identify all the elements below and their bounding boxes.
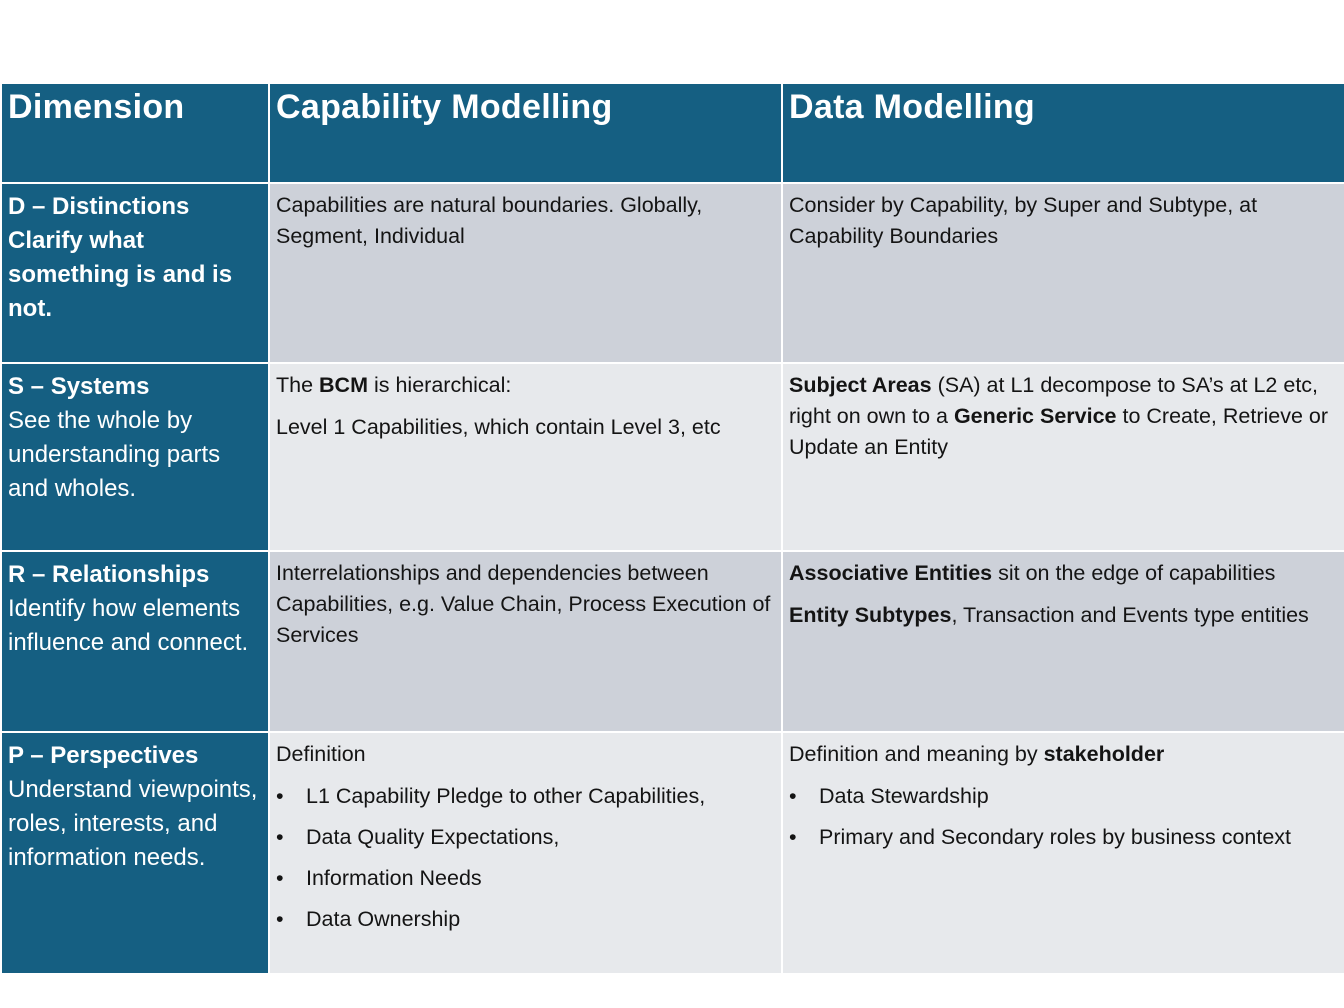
data-cell [782, 363, 1344, 551]
text-run: , Transaction and Events type entities [951, 603, 1309, 627]
table-row-perspectives [1, 732, 1344, 974]
comparison-table [0, 82, 1344, 975]
table-row-distinctions [1, 183, 1344, 363]
data-text [789, 558, 1338, 589]
dimension-title: D – Distinctions [8, 193, 190, 220]
data-bullet-list [789, 781, 1338, 852]
dimension-title: R – Relationships [8, 561, 210, 588]
dimension-description: Understand viewpoints, roles, interests, and information needs. [8, 776, 258, 871]
capability-text: Interrelationships and dependencies between Capabilities, e.g. Value Chain, Process Execution of Services [276, 561, 771, 647]
capability-cell [269, 732, 782, 974]
list-item: • Data Quality Expectations, [276, 822, 775, 852]
list-item: • Information Needs [276, 863, 775, 893]
bold-term: Associative Entities [789, 561, 993, 585]
capability-text [276, 370, 775, 401]
data-cell [782, 732, 1344, 974]
capability-cell [269, 551, 782, 732]
bold-term: BCM [319, 373, 368, 397]
bold-term: Entity Subtypes [789, 603, 952, 627]
list-item: • Data Stewardship [789, 781, 1338, 811]
table-row-systems [1, 363, 1344, 551]
data-text [789, 370, 1338, 463]
data-cell [782, 551, 1344, 732]
capability-text: Level 1 Capabilities, which contain Level 3, etc [276, 415, 721, 439]
text-run: sit on the edge of capabilities [992, 561, 1276, 585]
dimension-title: S – Systems [8, 373, 150, 400]
text-run: to Create, Retrieve or Update an Entity [789, 404, 1329, 459]
header-data-modelling: Data Modelling [782, 83, 1344, 183]
dimension-description: Identify how elements influence and connect. [8, 595, 249, 656]
dimension-cell [1, 732, 269, 974]
dimension-title: P – Perspectives [8, 742, 199, 769]
header-dimension: Dimension [1, 83, 269, 183]
data-text [789, 600, 1338, 631]
dimension-cell [1, 551, 269, 732]
text-run: The [276, 373, 320, 397]
data-text [789, 739, 1338, 770]
dimension-cell [1, 183, 269, 363]
capability-bullet-list [276, 781, 775, 934]
capability-text: Capabilities are natural boundaries. Globally, Segment, Individual [276, 193, 703, 248]
header-capability-modelling: Capability Modelling [269, 83, 782, 183]
list-item: • Primary and Secondary roles by business context [789, 822, 1338, 852]
capability-text: Definition [276, 742, 366, 766]
bold-term: stakeholder [1043, 742, 1165, 766]
header-row [1, 83, 1344, 183]
text-run: Definition and meaning by [789, 742, 1044, 766]
bold-term: Subject Areas [789, 373, 932, 397]
dimension-description: See the whole by understanding parts and wholes. [8, 407, 221, 502]
table-row-relationships [1, 551, 1344, 732]
list-item: • L1 Capability Pledge to other Capabilities, [276, 781, 775, 811]
dimension-cell [1, 363, 269, 551]
data-cell [782, 183, 1344, 363]
capability-cell [269, 183, 782, 363]
text-run: is hierarchical: [368, 373, 512, 397]
capability-cell [269, 363, 782, 551]
data-text: Consider by Capability, by Super and Subtype, at Capability Boundaries [789, 193, 1258, 248]
list-item: • Data Ownership [276, 904, 775, 934]
text-run: (SA) at L1 decompose to SA’s at L2 etc, right on own to a [789, 373, 1319, 428]
bold-term: Generic Service [953, 404, 1117, 428]
dimension-description: Clarify what something is and is not. [8, 227, 233, 322]
